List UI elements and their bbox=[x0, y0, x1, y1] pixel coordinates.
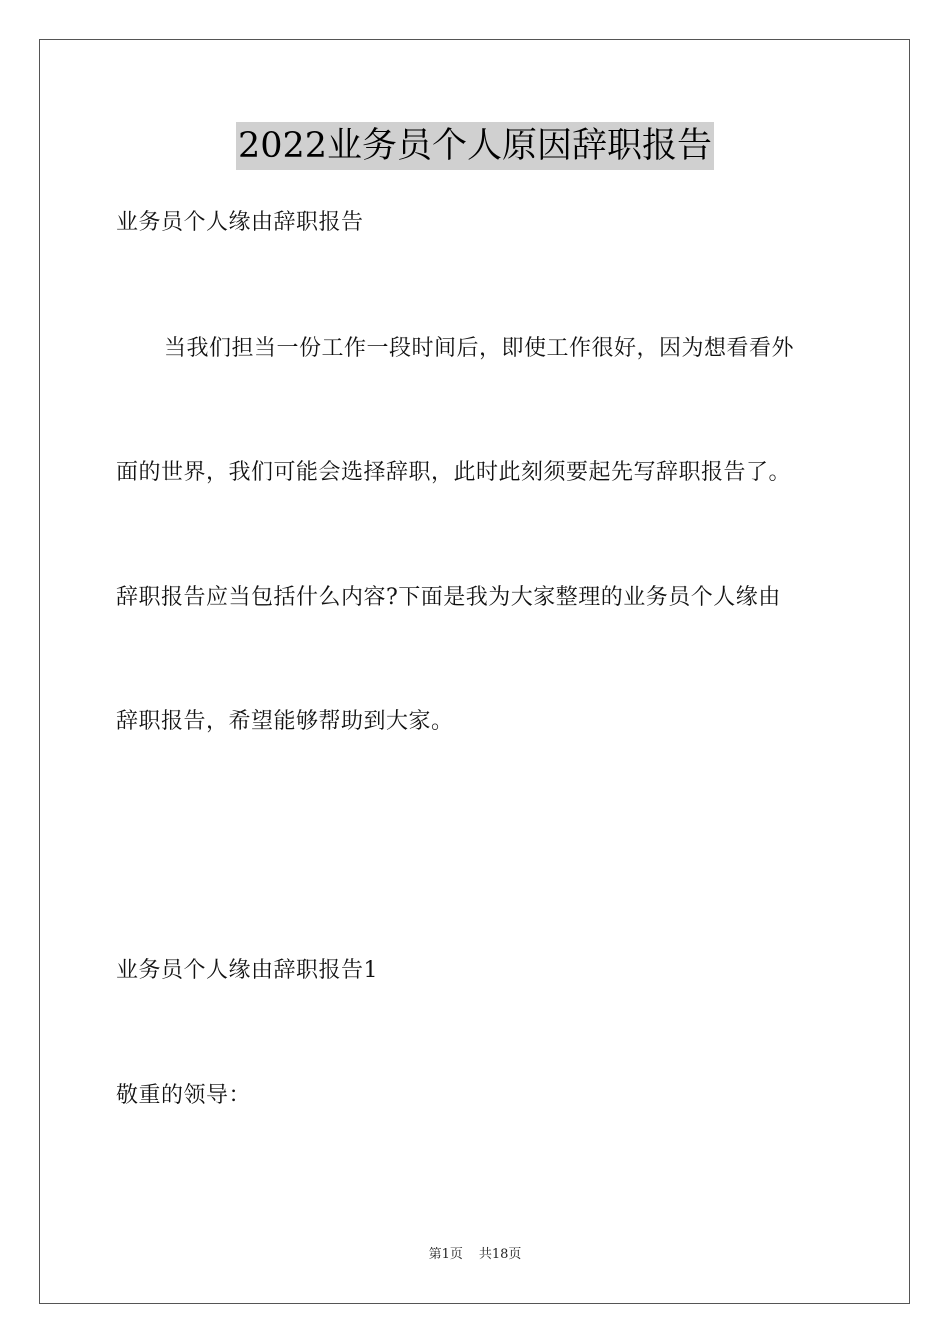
document-title: 2022业务员个人原因辞职报告 bbox=[236, 122, 714, 170]
page-number: 第1页 bbox=[428, 1247, 463, 1262]
title-container bbox=[0, 122, 950, 170]
total-pages: 共18页 bbox=[478, 1247, 522, 1262]
section-heading: 业务员个人缘由辞职报告1 bbox=[116, 958, 378, 983]
subtitle-line: 业务员个人缘由辞职报告 bbox=[116, 210, 364, 235]
paragraph-line-1: 当我们担当一份工作一段时间后，即使工作很好，因为想看看外 bbox=[164, 336, 795, 361]
paragraph-line-4: 辞职报告，希望能够帮助到大家。 bbox=[116, 709, 454, 734]
page-footer bbox=[0, 1246, 950, 1264]
paragraph-line-2: 面的世界，我们可能会选择辞职，此时此刻须要起先写辞职报告了。 bbox=[116, 460, 792, 485]
salutation-line: 敬重的领导： bbox=[116, 1083, 252, 1108]
paragraph-line-3: 辞职报告应当包括什么内容?下面是我为大家整理的业务员个人缘由 bbox=[116, 585, 781, 610]
